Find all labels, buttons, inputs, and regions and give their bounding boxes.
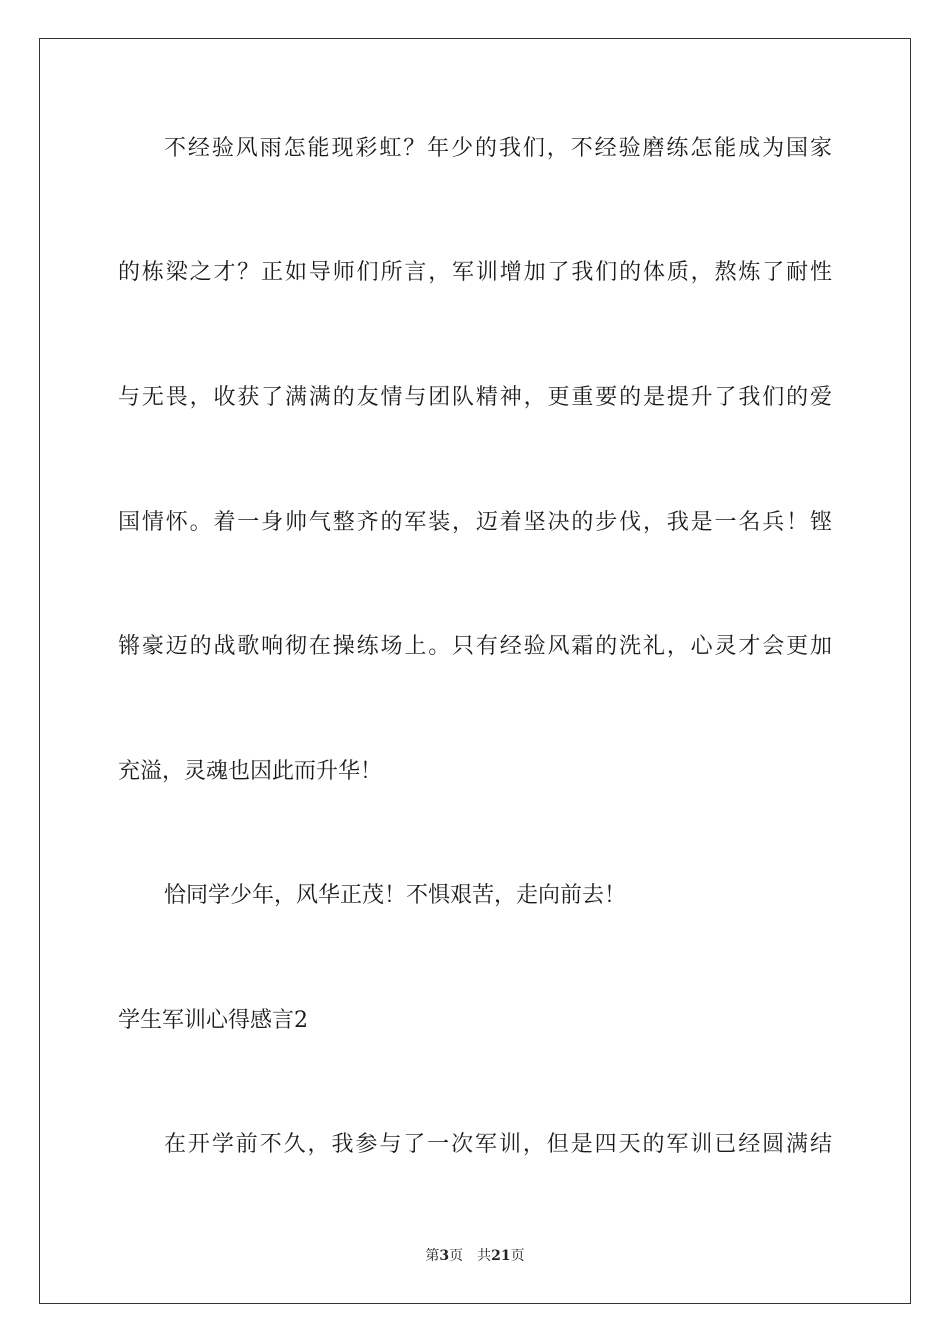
paragraph-line: 锵豪迈的战歌响彻在操练场上。只有经验风霜的洗礼，心灵才会更加 [118, 634, 832, 659]
page-prefix: 第 [425, 1248, 440, 1264]
paragraph-line: 国情怀。着一身帅气整齐的军装，迈着坚决的步伐，我是一名兵！铿 [118, 510, 832, 535]
section-heading: 学生军训心得感言2 [118, 1008, 308, 1033]
paragraph-line: 充溢，灵魂也因此而升华！ [118, 759, 383, 784]
page-number: 3 [439, 1248, 450, 1264]
paragraph-line: 与无畏，收获了满满的友情与团队精神，更重要的是提升了我们的爱 [118, 385, 832, 410]
page-suffix: 页 [449, 1248, 464, 1264]
total-pages: 21 [491, 1248, 511, 1264]
total-suffix: 页 [510, 1248, 525, 1264]
paragraph-line: 的栋梁之才？正如导师们所言，军训增加了我们的体质，熬炼了耐性 [118, 260, 832, 285]
paragraph-line: 在开学前不久，我参与了一次军训，但是四天的军训已经圆满结 [164, 1132, 832, 1157]
total-prefix: 共 [477, 1248, 492, 1264]
paragraph-line: 恰同学少年，风华正茂！不惧艰苦，走向前去！ [164, 883, 627, 908]
page-footer [0, 1246, 950, 1266]
page-border [39, 38, 911, 1304]
paragraph-line: 不经验风雨怎能现彩虹？年少的我们，不经验磨练怎能成为国家 [164, 136, 832, 161]
